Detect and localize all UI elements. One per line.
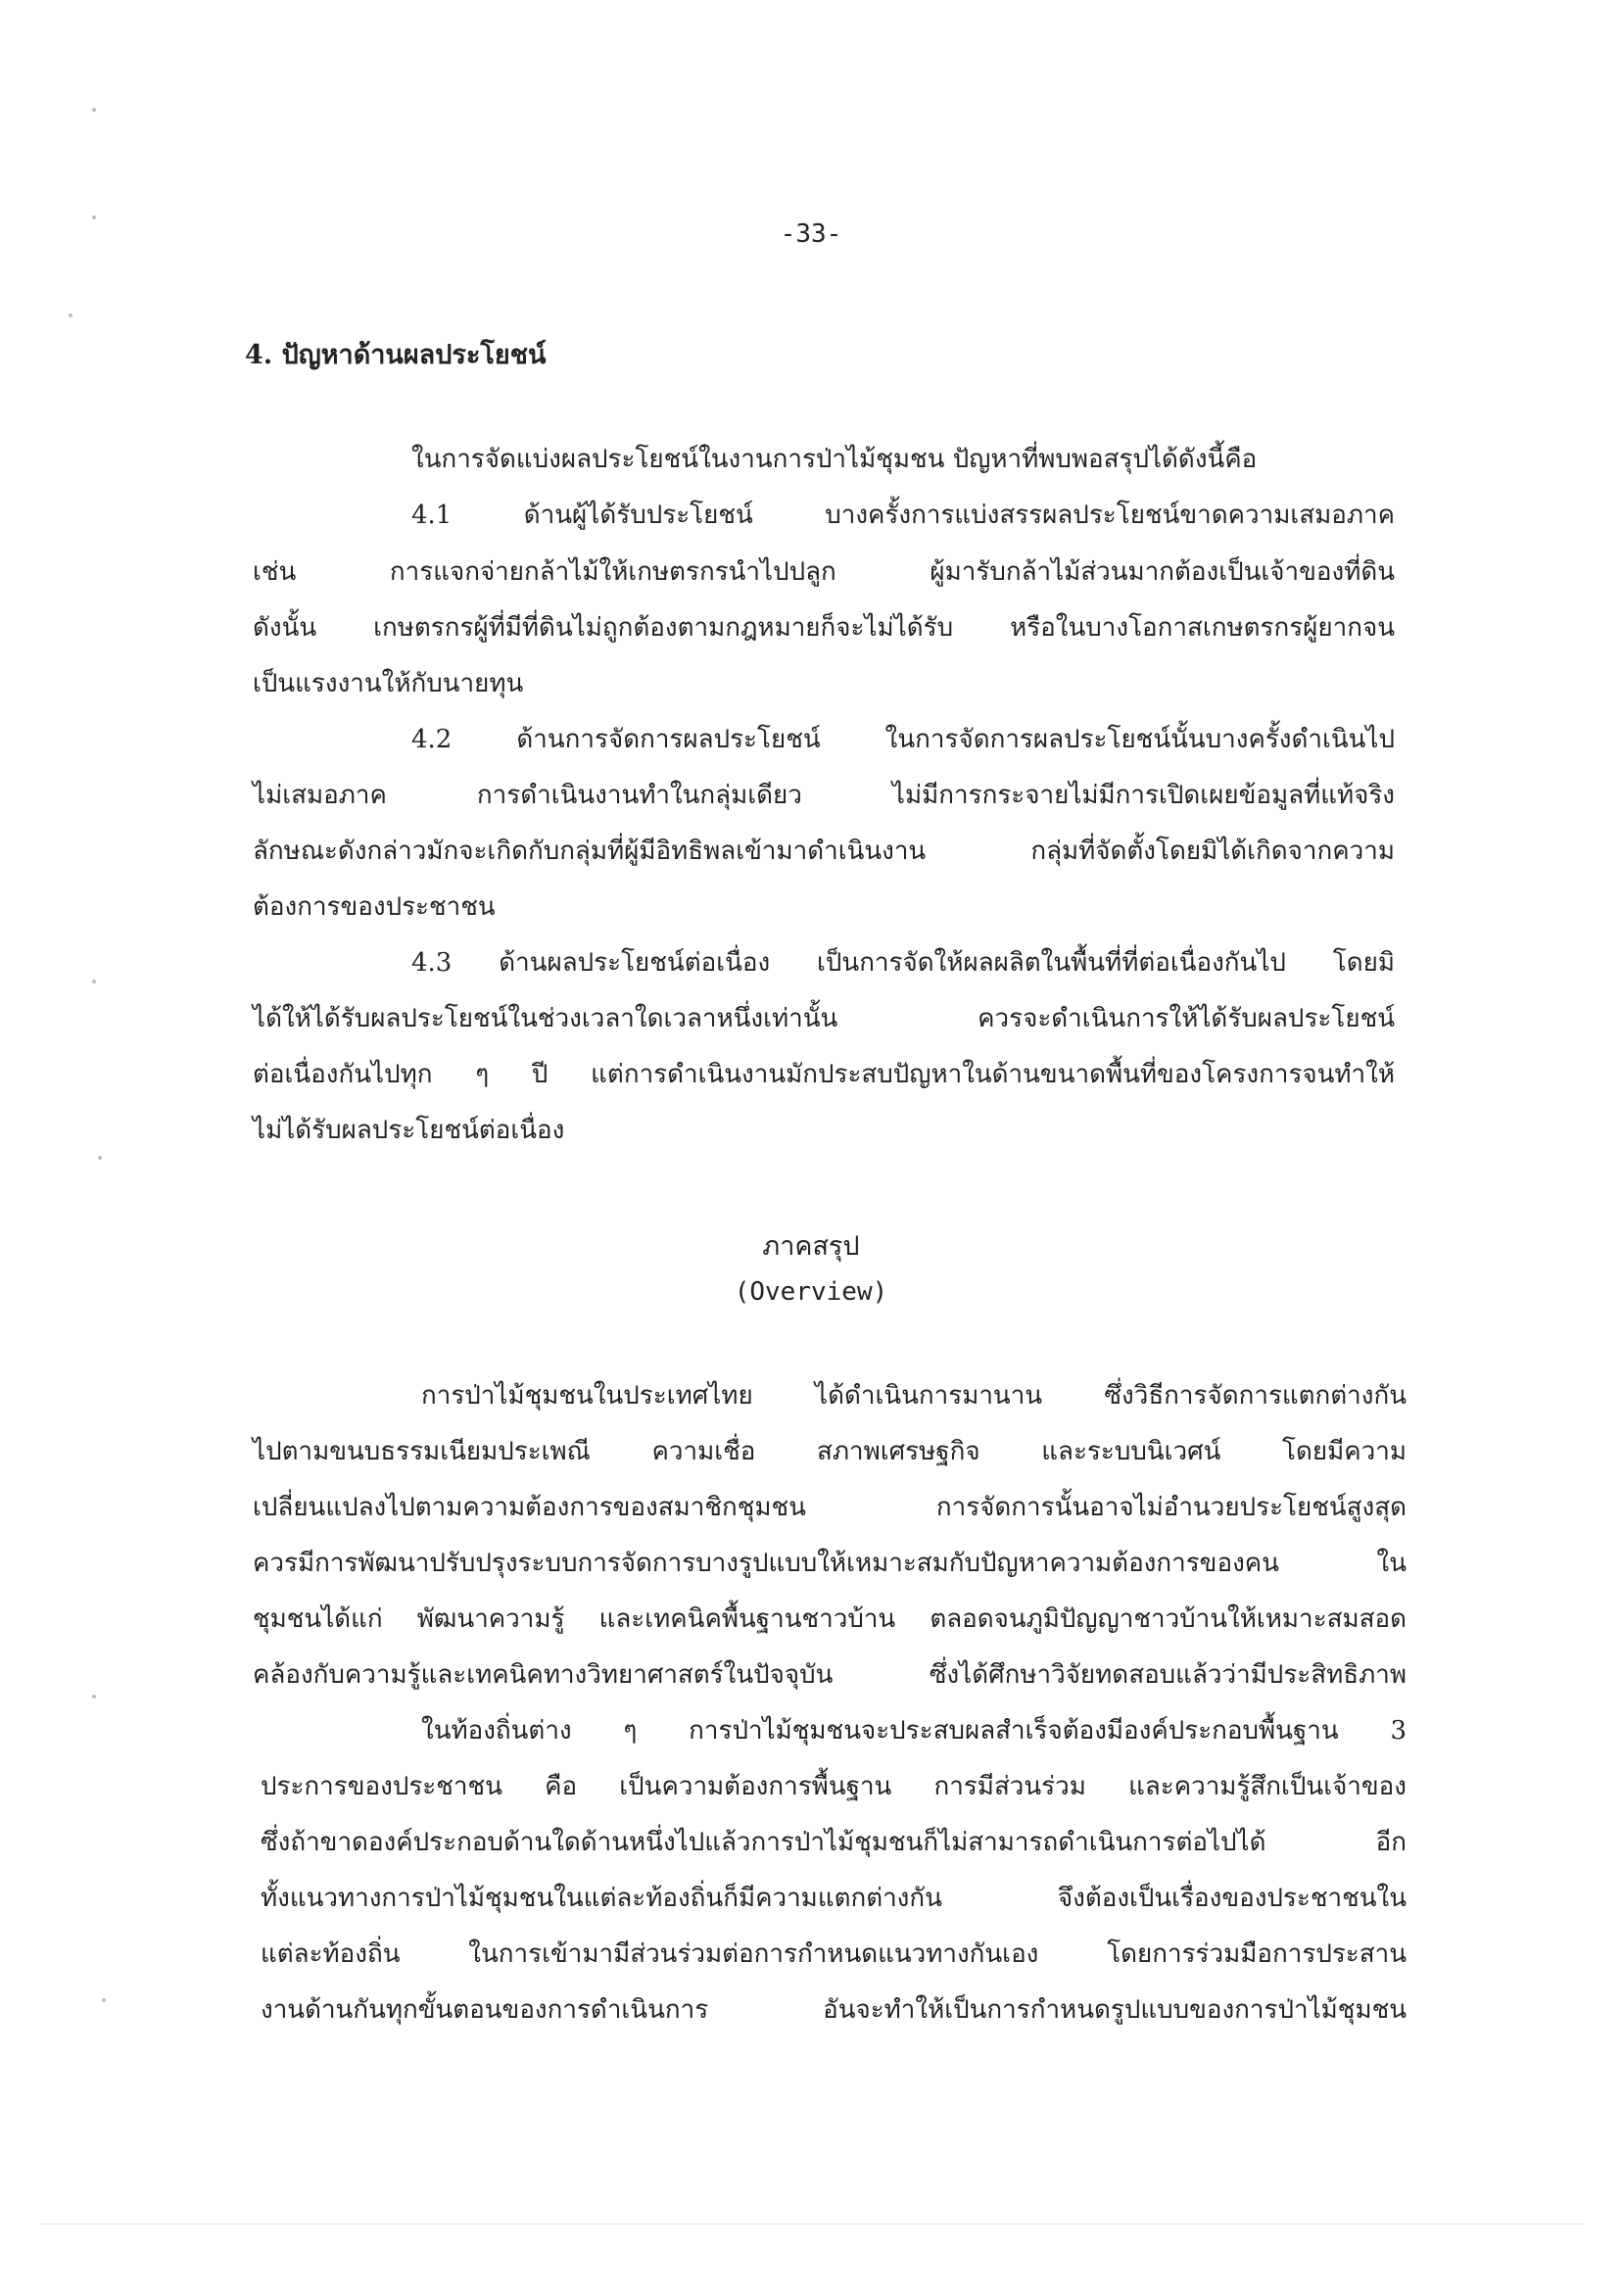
paragraph-line: แต่ละท้องถิ่น ในการเข้ามามีส่วนร่วมต่อการกำหนดแนวทางกันเอง โดยการร่วมมือการประสาน	[261, 1939, 1407, 1969]
section-heading: 4. ปัญหาด้านผลประโยชน์	[245, 340, 547, 370]
overview-title: ภาคสรุป	[762, 1231, 860, 1262]
paragraph-line: ได้ให้ได้รับผลประโยชน์ในช่วงเวลาใดเวลาหนึ่งเท่านั้น ควรจะดำเนินการให้ได้รับผลประโยชน์	[253, 1004, 1395, 1033]
paragraph-line: ประการของประชาชน คือ เป็นความต้องการพื้นฐาน การมีส่วนร่วม และความรู้สึกเป็นเจ้าของ	[261, 1772, 1407, 1801]
paragraph-line: ต้องการของประชาชน	[253, 892, 496, 922]
paragraph-line: การป่าไม้ชุมชนในประเทศไทย ได้ดำเนินการมานาน ซึ่งวิธีการจัดการแตกต่างกัน	[421, 1381, 1407, 1411]
scan-speck	[92, 980, 96, 983]
paragraph-line: ไปตามขนบธรรมเนียมประเพณี ความเชื่อ สภาพเศรษฐกิจ และระบบนิเวศน์ โดยมีความ	[253, 1437, 1407, 1466]
paragraph-line: เช่น การแจกจ่ายกล้าไม้ให้เกษตรกรนำไปปลูก ผู้มารับกล้าไม้ส่วนมากต้องเป็นเจ้าของที่ดิน	[253, 557, 1395, 587]
scan-speck	[102, 1998, 106, 2002]
paragraph-line: ชุมชนได้แก่ พัฒนาความรู้ และเทคนิคพื้นฐานชาวบ้าน ตลอดจนภูมิปัญญาชาวบ้านให้เหมาะสมสอด	[253, 1604, 1407, 1634]
paragraph-line: ไม่ได้รับผลประโยชน์ต่อเนื่อง	[253, 1116, 565, 1145]
paragraph-line: ดังนั้น เกษตรกรผู้ที่มีที่ดินไม่ถูกต้องตามกฎหมายก็จะไม่ได้รับ หรือในบางโอกาสเกษตรกรผู้ยากจน	[253, 613, 1395, 643]
paragraph-line: คล้องกับความรู้และเทคนิคทางวิทยาศาสตร์ในปัจจุบัน ซึ่งได้ศึกษาวิจัยทดสอบแล้วว่ามีประสิทธิภาพ	[253, 1660, 1407, 1690]
paragraph-line: ต่อเนื่องกันไปทุก ๆ ปี แต่การดำเนินงานมักประสบปัญหาในด้านขนาดพื้นที่ของโครงการจนทำให้	[253, 1060, 1395, 1089]
scan-speck	[92, 108, 96, 112]
paragraph-line: เป็นแรงงานให้กับนายทุน	[253, 669, 524, 698]
scan-speck	[69, 313, 72, 317]
paragraph-line: 4.2 ด้านการจัดการผลประโยชน์ ในการจัดการผลประโยชน์นั้นบางครั้งดำเนินไป	[411, 725, 1395, 754]
page-number: -33-	[780, 219, 842, 249]
paragraph-line: 4.1 ด้านผู้ได้รับประโยชน์ บางครั้งการแบ่งสรรผลประโยชน์ขาดความเสมอภาค	[411, 501, 1395, 530]
scan-speck	[92, 1695, 96, 1698]
paragraph-line: เปลี่ยนแปลงไปตามความต้องการของสมาชิกชุมชน การจัดการนั้นอาจไม่อำนวยประโยชน์สูงสุด	[253, 1493, 1407, 1522]
paragraph-line: ไม่เสมอภาค การดำเนินงานทำในกลุ่มเดียว ไม่มีการกระจายไม่มีการเปิดเผยข้อมูลที่แท้จริง	[253, 781, 1395, 810]
paragraph-line: ทั้งแนวทางการป่าไม้ชุมชนในแต่ละท้องถิ่นก็มีความแตกต่างกัน จึงต้องเป็นเรื่องของประชาชนใน	[261, 1884, 1407, 1913]
overview-subtitle: (Overview)	[734, 1277, 888, 1307]
paragraph-line: ลักษณะดังกล่าวมักจะเกิดกับกลุ่มที่ผู้มีอิทธิพลเข้ามาดำเนินงาน กลุ่มที่จัดตั้งโดยมิได้เกิดจากความ	[253, 837, 1395, 866]
paragraph-line: ในท้องถิ่นต่าง ๆ การป่าไม้ชุมชนจะประสบผลสำเร็จต้องมีองค์ประกอบพื้นฐาน 3	[421, 1716, 1407, 1746]
paragraph-line: ซึ่งถ้าขาดองค์ประกอบด้านใดด้านหนึ่งไปแล้วการป่าไม้ชุมชนก็ไม่สามารถดำเนินการต่อไปได้ อีก	[261, 1828, 1407, 1857]
paragraph-line: ในการจัดแบ่งผลประโยชน์ในงานการป่าไม้ชุมชน ปัญหาที่พบพอสรุปได้ดังนี้คือ	[411, 445, 1258, 474]
scan-speck	[98, 1156, 102, 1160]
paragraph-line: 4.3 ด้านผลประโยชน์ต่อเนื่อง เป็นการจัดให้ผลผลิตในพื้นที่ที่ต่อเนื่องกันไป โดยมิ	[411, 948, 1395, 978]
paragraph-line: ควรมีการพัฒนาปรับปรุงระบบการจัดการบางรูปแบบให้เหมาะสมกับปัญหาความต้องการของคน ใน	[253, 1549, 1407, 1578]
paragraph-line: งานด้านกันทุกขั้นตอนของการดำเนินการ อันจะทำให้เป็นการกำหนดรูปแบบของการป่าไม้ชุมชน	[261, 1995, 1407, 2025]
